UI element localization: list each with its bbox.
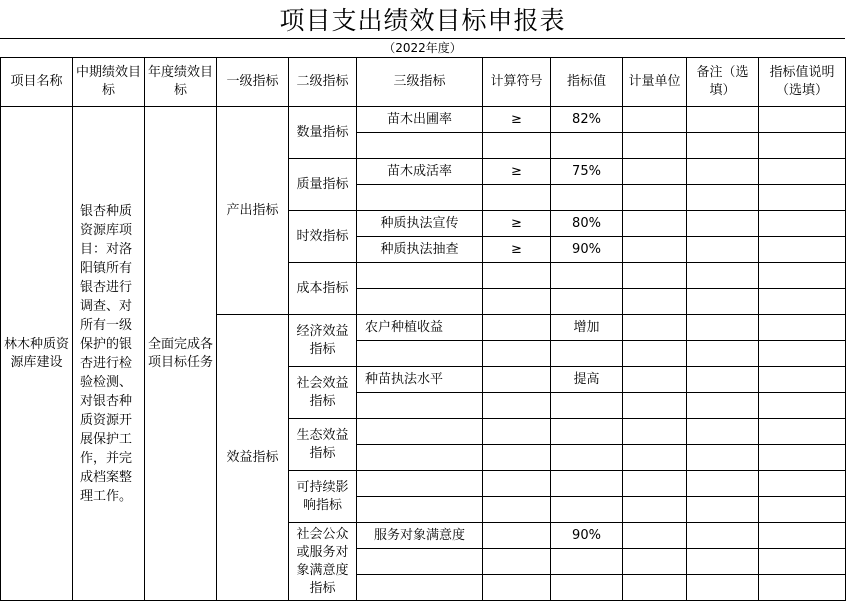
indicator-value	[551, 289, 623, 315]
remark-cell	[687, 211, 759, 237]
indicator-name	[357, 575, 483, 601]
value-desc-cell	[759, 549, 846, 575]
value-desc-cell	[759, 575, 846, 601]
header-level3: 三级指标	[357, 58, 483, 107]
indicator-value	[551, 445, 623, 471]
calc-symbol	[483, 497, 551, 523]
indicator-value: 82%	[551, 107, 623, 133]
indicator-name: 农户种植收益	[357, 315, 483, 341]
unit-cell	[623, 341, 687, 367]
indicator-name	[357, 393, 483, 419]
calc-symbol	[483, 185, 551, 211]
remark-cell	[687, 159, 759, 185]
remark-cell	[687, 393, 759, 419]
unit-cell	[623, 549, 687, 575]
value-desc-cell	[759, 393, 846, 419]
value-desc-cell	[759, 159, 846, 185]
unit-cell	[623, 315, 687, 341]
calc-symbol	[483, 263, 551, 289]
level1-benefit-cell: 效益指标	[217, 315, 289, 601]
value-desc-cell	[759, 341, 846, 367]
remark-cell	[687, 471, 759, 497]
value-desc-cell	[759, 289, 846, 315]
value-desc-cell	[759, 419, 846, 445]
level2-quantity-cell: 数量指标	[289, 107, 357, 159]
indicator-value	[551, 341, 623, 367]
indicator-value: 增加	[551, 315, 623, 341]
indicator-value: 90%	[551, 523, 623, 549]
remark-cell	[687, 341, 759, 367]
calc-symbol	[483, 523, 551, 549]
remark-cell	[687, 315, 759, 341]
value-desc-cell	[759, 185, 846, 211]
indicator-name	[357, 471, 483, 497]
value-desc-cell	[759, 211, 846, 237]
remark-cell	[687, 549, 759, 575]
calc-symbol	[483, 471, 551, 497]
indicator-name	[357, 133, 483, 159]
calc-symbol	[483, 289, 551, 315]
indicator-name	[357, 445, 483, 471]
indicator-value	[551, 575, 623, 601]
level2-satisfaction-cell: 社会公众或服务对象满意度指标	[289, 523, 357, 601]
remark-cell	[687, 575, 759, 601]
remark-cell	[687, 419, 759, 445]
calc-symbol: ≥	[483, 211, 551, 237]
indicator-value: 80%	[551, 211, 623, 237]
form-title: 项目支出绩效目标申报表	[279, 6, 566, 35]
indicator-name	[357, 263, 483, 289]
level2-cost-cell: 成本指标	[289, 263, 357, 315]
unit-cell	[623, 159, 687, 185]
calc-symbol	[483, 367, 551, 393]
mid-target-cell: 银杏种质资源库项目：对洛阳镇所有银杏进行调查、对所有一级保护的银杏进行检验检测、对银杏种质资源开展保护工作，并完成档案整理工作。	[73, 107, 145, 601]
indicator-name: 苗木出圃率	[357, 107, 483, 133]
value-desc-cell	[759, 107, 846, 133]
unit-cell	[623, 497, 687, 523]
remark-cell	[687, 263, 759, 289]
header-level1: 一级指标	[217, 58, 289, 107]
indicator-name: 苗木成活率	[357, 159, 483, 185]
unit-cell	[623, 185, 687, 211]
performance-target-table	[0, 57, 846, 601]
unit-cell	[623, 393, 687, 419]
value-desc-cell	[759, 237, 846, 263]
value-desc-cell	[759, 445, 846, 471]
remark-cell	[687, 185, 759, 211]
header-value-desc: 指标值说明（选填）	[759, 58, 846, 107]
remark-cell	[687, 289, 759, 315]
header-indicator-value: 指标值	[551, 58, 623, 107]
indicator-name	[357, 341, 483, 367]
indicator-value	[551, 471, 623, 497]
value-desc-cell	[759, 497, 846, 523]
indicator-name: 服务对象满意度	[357, 523, 483, 549]
unit-cell	[623, 367, 687, 393]
level2-timeliness-cell: 时效指标	[289, 211, 357, 263]
remark-cell	[687, 445, 759, 471]
value-desc-cell	[759, 367, 846, 393]
unit-cell	[623, 289, 687, 315]
remark-cell	[687, 133, 759, 159]
calc-symbol	[483, 419, 551, 445]
calc-symbol: ≥	[483, 237, 551, 263]
unit-cell	[623, 263, 687, 289]
level2-economic-cell: 经济效益指标	[289, 315, 357, 367]
indicator-value: 75%	[551, 159, 623, 185]
indicator-name: 种质执法宣传	[357, 211, 483, 237]
project-name-cell: 林木种质资源库建设	[1, 107, 73, 601]
header-level2: 二级指标	[289, 58, 357, 107]
calc-symbol	[483, 445, 551, 471]
header-calc-symbol: 计算符号	[483, 58, 551, 107]
header-mid-target: 中期绩效目标	[73, 58, 145, 107]
indicator-value	[551, 549, 623, 575]
indicator-value	[551, 497, 623, 523]
level2-sustainable-cell: 可持续影响指标	[289, 471, 357, 523]
calc-symbol	[483, 315, 551, 341]
unit-cell	[623, 575, 687, 601]
header-remark: 备注（选填）	[687, 58, 759, 107]
indicator-value	[551, 393, 623, 419]
level2-social-cell: 社会效益指标	[289, 367, 357, 419]
indicator-name: 种质执法抽查	[357, 237, 483, 263]
level2-ecological-cell: 生态效益指标	[289, 419, 357, 471]
value-desc-cell	[759, 263, 846, 289]
indicator-value	[551, 185, 623, 211]
calc-symbol: ≥	[483, 107, 551, 133]
header-annual-target: 年度绩效目标	[145, 58, 217, 107]
indicator-name: 种苗执法水平	[357, 367, 483, 393]
calc-symbol	[483, 133, 551, 159]
remark-cell	[687, 107, 759, 133]
remark-cell	[687, 367, 759, 393]
indicator-name	[357, 419, 483, 445]
value-desc-cell	[759, 315, 846, 341]
indicator-name	[357, 289, 483, 315]
indicator-value	[551, 263, 623, 289]
unit-cell	[623, 471, 687, 497]
remark-cell	[687, 523, 759, 549]
unit-cell	[623, 211, 687, 237]
unit-cell	[623, 107, 687, 133]
level1-output-cell: 产出指标	[217, 107, 289, 315]
calc-symbol	[483, 393, 551, 419]
value-desc-cell	[759, 523, 846, 549]
level2-quality-cell: 质量指标	[289, 159, 357, 211]
unit-cell	[623, 445, 687, 471]
indicator-value	[551, 419, 623, 445]
indicator-name	[357, 185, 483, 211]
indicator-value: 提高	[551, 367, 623, 393]
calc-symbol	[483, 549, 551, 575]
calc-symbol	[483, 575, 551, 601]
header-project-name: 项目名称	[1, 58, 73, 107]
remark-cell	[687, 237, 759, 263]
annual-target-cell: 全面完成各项目标任务	[145, 107, 217, 601]
calc-symbol: ≥	[483, 159, 551, 185]
unit-cell	[623, 523, 687, 549]
indicator-name	[357, 497, 483, 523]
remark-cell	[687, 497, 759, 523]
value-desc-cell	[759, 133, 846, 159]
indicator-value: 90%	[551, 237, 623, 263]
indicator-value	[551, 133, 623, 159]
unit-cell	[623, 133, 687, 159]
header-row	[1, 58, 846, 107]
unit-cell	[623, 237, 687, 263]
form-subtitle: （2022年度）	[383, 40, 462, 55]
unit-cell	[623, 419, 687, 445]
calc-symbol	[483, 341, 551, 367]
header-unit: 计量单位	[623, 58, 687, 107]
value-desc-cell	[759, 471, 846, 497]
table-row	[1, 107, 846, 133]
indicator-name	[357, 549, 483, 575]
